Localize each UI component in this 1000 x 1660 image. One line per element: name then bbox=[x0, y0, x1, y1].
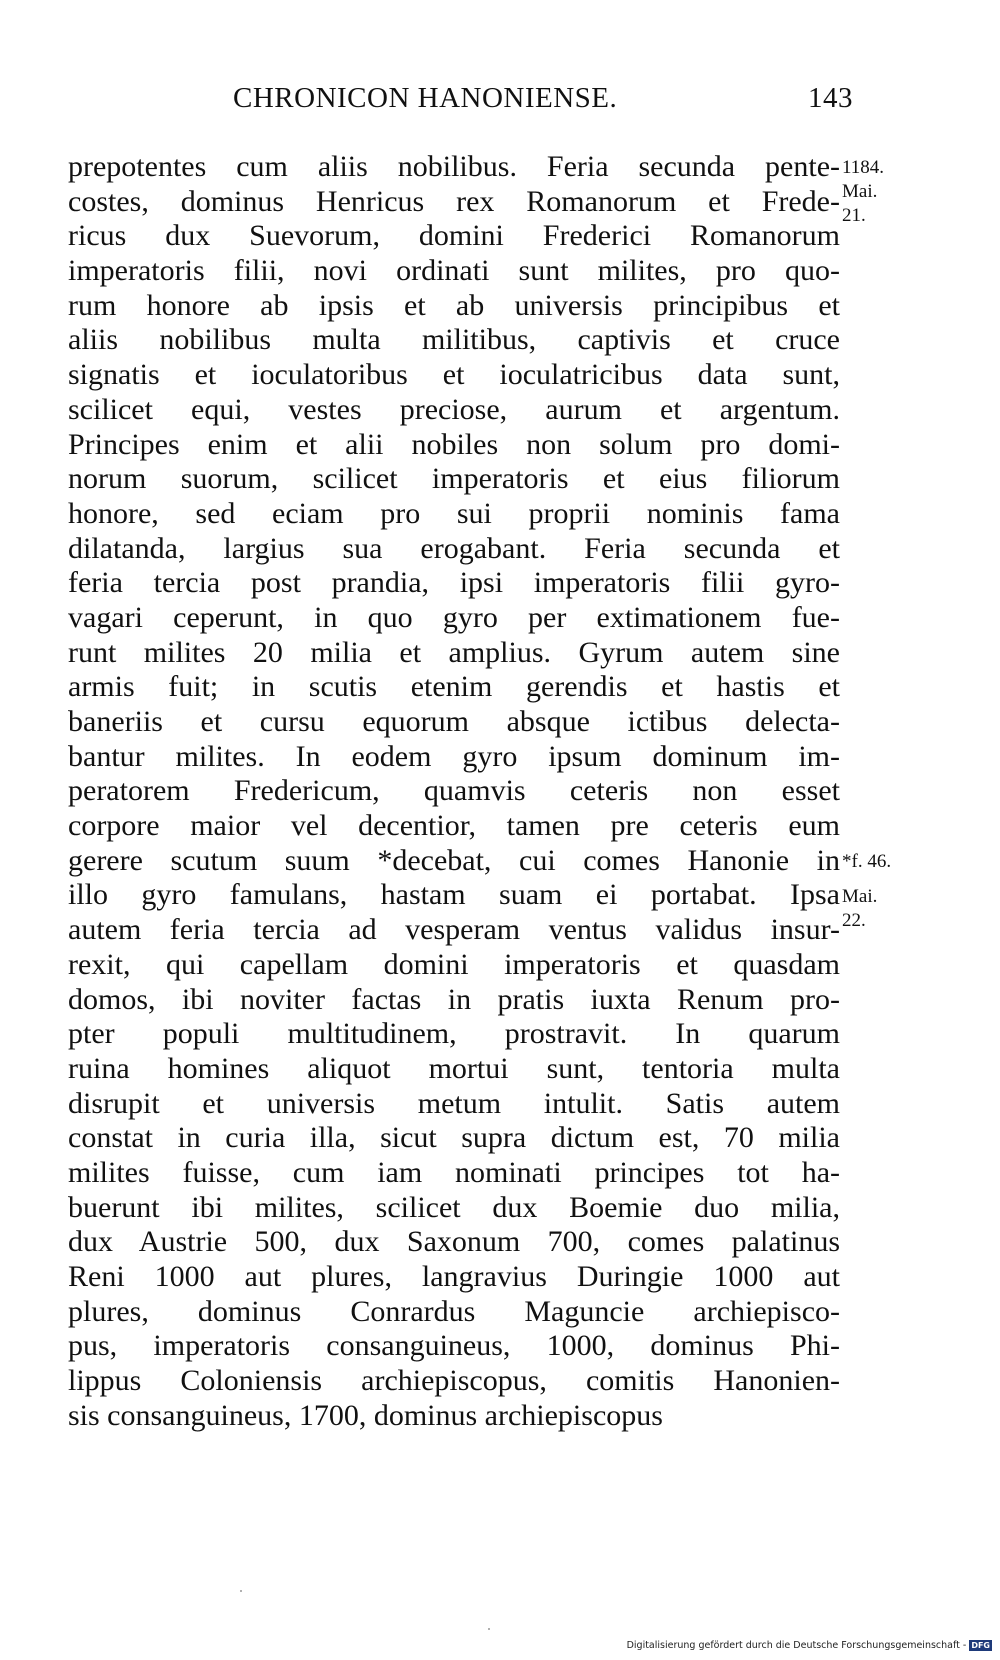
text-line: imperatoris filii, novi ordinati sunt milites, pro quo- bbox=[68, 254, 840, 288]
text-line: ricus dux Suevorum, domini Frederici Romanorum bbox=[68, 219, 840, 253]
text-line: autem feria tercia ad vesperam ventus validus insur- bbox=[68, 913, 840, 947]
margin-month: Mai. bbox=[842, 886, 878, 907]
text-line: baneriis et cursu equorum absque ictibus delecta- bbox=[68, 705, 840, 738]
text-line: illo gyro famulans, hastam suam ei portabat. Ipsa bbox=[68, 878, 840, 912]
text-line: pus, imperatoris consanguineus, 1000, dominus Phi- bbox=[68, 1329, 840, 1363]
margin-folio: *f. 46. bbox=[842, 851, 892, 872]
digitization-credit bbox=[627, 1640, 992, 1651]
text-line: vagari ceperunt, in quo gyro per extimationem fue- bbox=[68, 600, 840, 634]
text-line: domos, ibi noviter factas in pratis iuxta Renum pro- bbox=[68, 982, 840, 1016]
text-line: bantur milites. In eodem gyro ipsum dominum im- bbox=[68, 739, 840, 773]
credit-text: Digitalisierung gefördert durch die Deutsche Forschungsgemeinschaft - bbox=[626, 1640, 967, 1651]
margin-day: 21. bbox=[842, 205, 866, 226]
text-line: dilatanda, largius sua erogabant. Feria secunda et bbox=[68, 531, 840, 565]
running-header bbox=[233, 82, 853, 122]
text-line: costes, dominus Henricus rex Romanorum et Frede- bbox=[68, 184, 840, 218]
text-line: feria tercia post prandia, ipsi imperatoris filii gyro- bbox=[68, 566, 840, 600]
margin-year: 1184. bbox=[842, 157, 885, 178]
running-title: CHRONICON HANONIENSE. bbox=[233, 82, 618, 114]
page-number: 143 bbox=[808, 82, 853, 114]
margin-day: 22. bbox=[842, 910, 866, 931]
text-line: ruina homines aliquot mortui sunt, tentoria multa bbox=[68, 1051, 840, 1085]
text-line: rexit, qui capellam domini imperatoris et quasdam bbox=[68, 947, 840, 981]
text-line: buerunt ibi milites, scilicet dux Boemie duo milia, bbox=[68, 1190, 840, 1224]
text-line: aliis nobilibus multa militibus, captivis et cruce bbox=[68, 323, 840, 357]
paper-speck bbox=[488, 1628, 490, 1630]
text-line: pter populi multitudinem, prostravit. In quarum bbox=[68, 1017, 840, 1051]
text-line: corpore maior vel decentior, tamen pre ceteris eum bbox=[68, 809, 840, 843]
main-text bbox=[68, 150, 840, 1433]
paper-speck bbox=[240, 1590, 242, 1592]
text-line: constat in curia illa, sicut supra dictum est, 70 milia bbox=[68, 1121, 840, 1155]
text-line: Principes enim et alii nobiles non solum pro domi- bbox=[68, 427, 840, 461]
text-line: scilicet equi, vestes preciose, aurum et argentum. bbox=[68, 392, 840, 426]
text-line: prepotentes cum aliis nobilibus. Feria secunda pente- bbox=[68, 150, 840, 183]
text-line: milites fuisse, cum iam nominati principes tot ha- bbox=[68, 1155, 840, 1189]
text-line: disrupit et universis metum intulit. Satis autem bbox=[68, 1086, 840, 1120]
text-line: lippus Coloniensis archiepiscopus, comitis Hanonien- bbox=[68, 1364, 840, 1398]
text-line: runt milites 20 milia et amplius. Gyrum autem sine bbox=[68, 635, 840, 669]
text-line: honore, sed eciam pro sui proprii nominis fama bbox=[68, 496, 840, 530]
text-line: gerere scutum suum *decebat, cui comes Hanonie in bbox=[68, 843, 840, 877]
dfg-logo-icon: DFG bbox=[971, 1641, 990, 1650]
text-line: armis fuit; in scutis etenim gerendis et hastis et bbox=[68, 670, 840, 704]
text-line: plures, dominus Conrardus Maguncie archiepisco- bbox=[68, 1294, 840, 1328]
margin-month: Mai. bbox=[842, 181, 878, 202]
text-line: dux Austrie 500, dux Saxonum 700, comes palatinus bbox=[68, 1225, 840, 1259]
text-line: signatis et ioculatoribus et ioculatricibus data sunt, bbox=[68, 358, 840, 392]
text-line: rum honore ab ipsis et ab universis principibus et bbox=[68, 288, 840, 322]
text-line: norum suorum, scilicet imperatoris et eius filiorum bbox=[68, 462, 840, 496]
text-line: peratorem Fredericum, quamvis ceteris non esset bbox=[68, 774, 840, 808]
text-line: Reni 1000 aut plures, langravius Duringie 1000 aut bbox=[68, 1260, 840, 1293]
text-line: sis consanguineus, 1700, dominus archiepiscopus bbox=[68, 1398, 663, 1432]
